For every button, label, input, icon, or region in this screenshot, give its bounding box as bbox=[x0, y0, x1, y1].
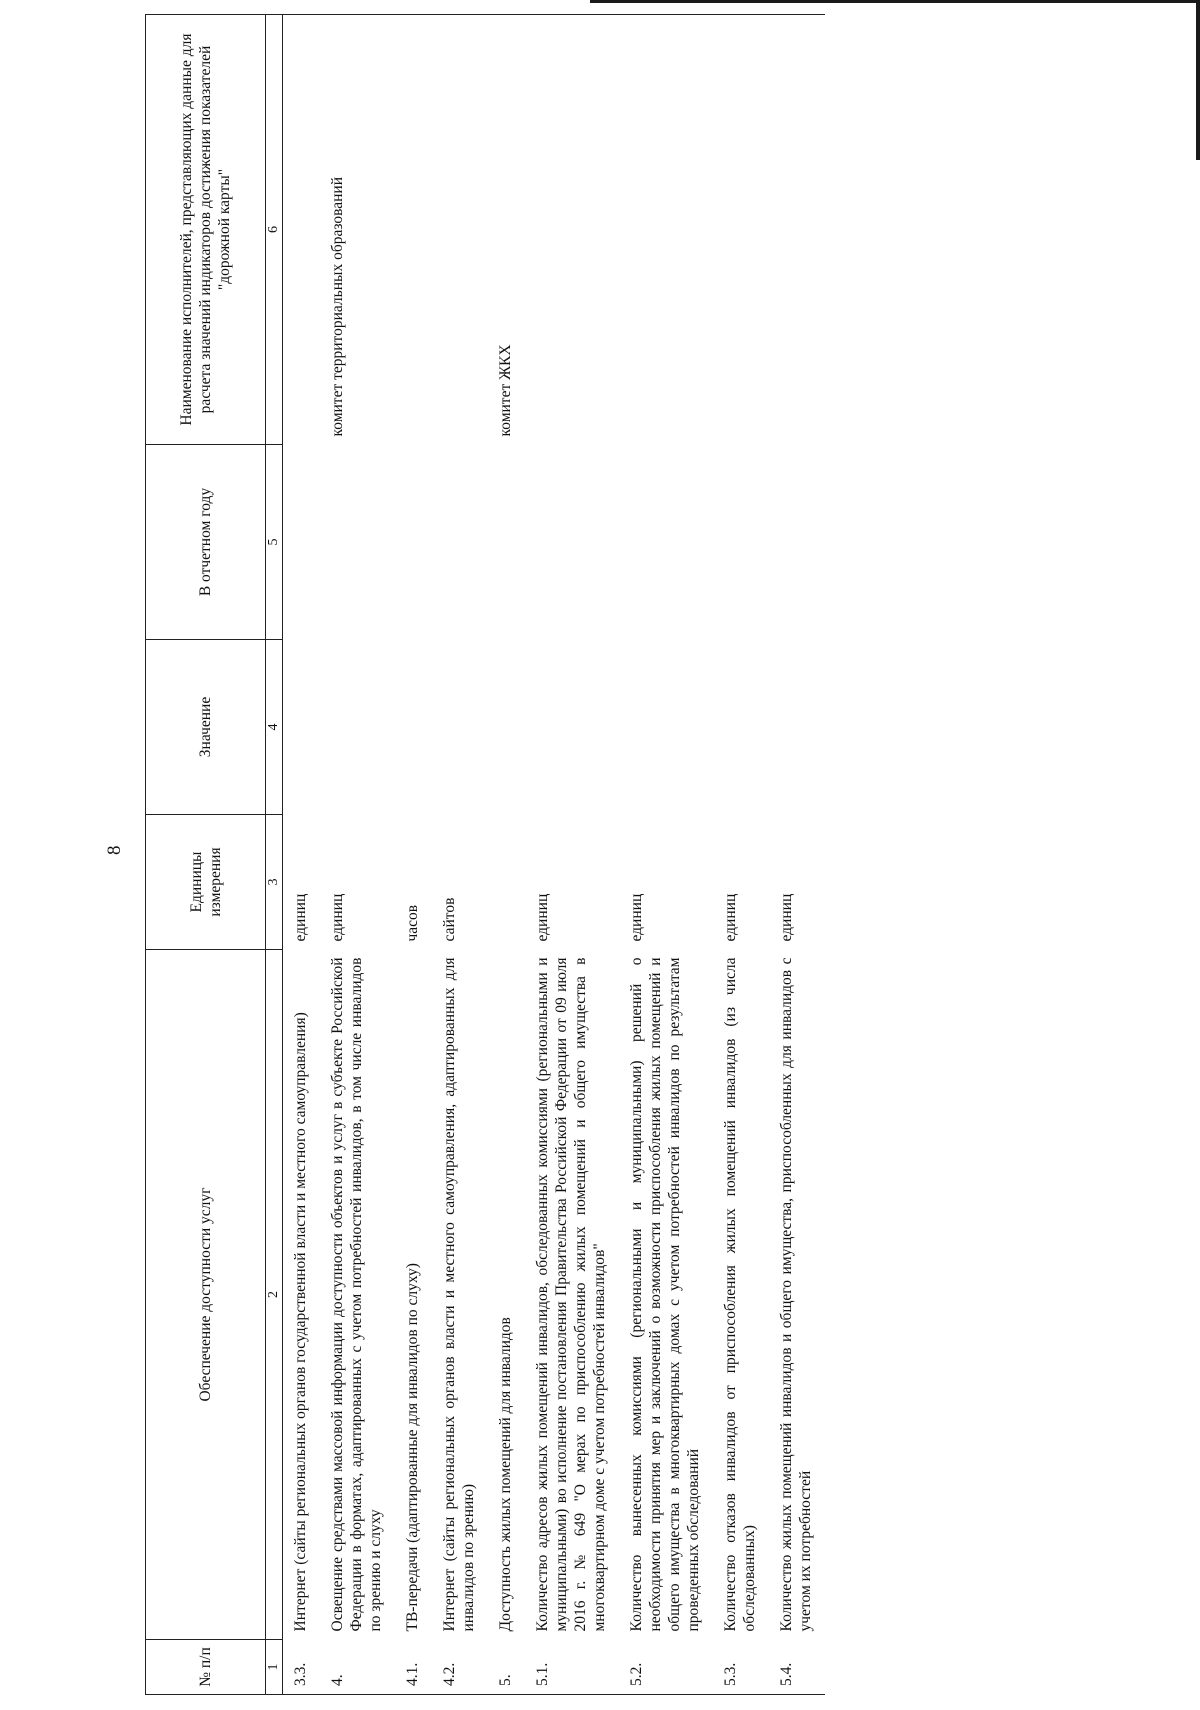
row-executor bbox=[395, 15, 432, 445]
col-number: 4 bbox=[266, 640, 283, 815]
row-unit: единиц bbox=[628, 893, 645, 942]
col-number: 3 bbox=[266, 815, 283, 950]
row-text: Количество вынесенных комиссиями (региональными и муниципальными) решений о необходимости принятия мер и заключений о возможности приспособления жилых помещений и общего имущества в многоквартирных домах с учетом потребностей инвалидов по результатам проведенных обследований bbox=[628, 957, 702, 1632]
header-row bbox=[146, 15, 266, 1695]
row-unit: часов bbox=[404, 904, 421, 942]
row-text: Количество жилых помещений инвалидов и общего имущества, приспособленных для инвалидов с учетом их потребностей bbox=[778, 957, 814, 1632]
table-row bbox=[395, 15, 432, 1695]
page-number: 8 bbox=[104, 845, 125, 855]
row-executor: комитет территориальных образований bbox=[320, 15, 395, 445]
row-year bbox=[619, 445, 713, 640]
col-number: 2 bbox=[266, 950, 283, 1640]
row-executor bbox=[432, 15, 488, 445]
row-value bbox=[320, 640, 395, 815]
table-row bbox=[769, 15, 825, 1695]
row-num: 4.2. bbox=[432, 1640, 488, 1695]
column-number-row bbox=[266, 15, 283, 1695]
header-executors: Наименование исполнителей, представляющих данные для расчета значений индикаторов достижения показателей "дорожной карты" bbox=[146, 15, 266, 445]
row-unit bbox=[488, 815, 525, 950]
table-row bbox=[525, 15, 619, 1695]
table-row bbox=[713, 15, 769, 1695]
row-text: ТВ-передачи (адаптированные для инвалидов по слуху) bbox=[404, 1263, 421, 1632]
row-value bbox=[619, 640, 713, 815]
row-text: Доступность жилых помещений для инвалидов bbox=[497, 1317, 514, 1632]
row-text: Интернет (сайты региональных органов государственной власти и местного самоуправления) bbox=[292, 1012, 309, 1632]
row-year bbox=[769, 445, 825, 640]
row-num: 4.1. bbox=[395, 1640, 432, 1695]
row-value bbox=[432, 640, 488, 815]
col-number: 1 bbox=[266, 1640, 283, 1695]
table-row bbox=[283, 15, 321, 1695]
row-executor bbox=[525, 15, 619, 445]
row-unit: единиц bbox=[778, 893, 795, 942]
rotated-page bbox=[145, 15, 1145, 1695]
row-unit: единиц bbox=[534, 893, 551, 942]
row-year bbox=[283, 445, 321, 640]
table-row bbox=[432, 15, 488, 1695]
row-year bbox=[713, 445, 769, 640]
header-num: № п/п bbox=[146, 1640, 266, 1695]
row-text: Количество отказов инвалидов от приспособления жилых помещений инвалидов (из числа обследованных) bbox=[722, 957, 758, 1632]
row-text: Освещение средствами массовой информации доступности объектов и услуг в субъекте Российской Федерации в форматах, адаптированных с учетом потребностей инвалидов, в том числе инвалидов по зрению и слуху bbox=[329, 957, 384, 1632]
row-value bbox=[395, 640, 432, 815]
scan-edge-right bbox=[1196, 0, 1200, 160]
row-num: 5.3. bbox=[713, 1640, 769, 1695]
row-year bbox=[320, 445, 395, 640]
row-unit: единиц bbox=[329, 893, 346, 942]
row-value bbox=[488, 640, 525, 815]
header-value: Значение bbox=[146, 640, 266, 815]
row-year bbox=[525, 445, 619, 640]
row-unit: сайтов bbox=[441, 897, 458, 942]
row-value bbox=[713, 640, 769, 815]
header-unit: Единицы измерения bbox=[146, 815, 266, 950]
accessibility-table bbox=[145, 14, 825, 1695]
row-executor bbox=[619, 15, 713, 445]
table-row bbox=[619, 15, 713, 1695]
col-number: 6 bbox=[266, 15, 283, 445]
row-year bbox=[432, 445, 488, 640]
table-row bbox=[488, 15, 525, 1695]
row-text: Интернет (сайты региональных органов власти и местного самоуправления, адаптированных для инвалидов по зрению) bbox=[441, 957, 477, 1632]
row-year bbox=[488, 445, 525, 640]
row-unit: единиц bbox=[722, 893, 739, 942]
row-executor bbox=[769, 15, 825, 445]
row-year bbox=[395, 445, 432, 640]
row-executor: комитет ЖКХ bbox=[488, 15, 525, 445]
header-service: Обеспечение доступности услуг bbox=[146, 950, 266, 1640]
header-year: В отчетном году bbox=[146, 445, 266, 640]
row-text: Количество адресов жилых помещений инвалидов, обследованных комиссиями (региональными и муниципальными) во исполнение постановления Правительства Российской Федерации от 09 июля 2016 г. № 649 "О мерах по приспособлению жилых помещений и общего имущества в многоквартирном доме с учетом потребностей инвалидов" bbox=[534, 957, 608, 1632]
row-num: 5. bbox=[488, 1640, 525, 1695]
row-num: 5.4. bbox=[769, 1640, 825, 1695]
scan-edge-top bbox=[590, 0, 1200, 3]
row-unit: единиц bbox=[292, 893, 309, 942]
row-executor bbox=[713, 15, 769, 445]
row-value bbox=[525, 640, 619, 815]
row-executor bbox=[283, 15, 321, 445]
row-value bbox=[769, 640, 825, 815]
row-num: 4. bbox=[320, 1640, 395, 1695]
col-number: 5 bbox=[266, 445, 283, 640]
table-row bbox=[320, 15, 395, 1695]
row-num: 3.3. bbox=[283, 1640, 321, 1695]
row-num: 5.2. bbox=[619, 1640, 713, 1695]
row-num: 5.1. bbox=[525, 1640, 619, 1695]
row-value bbox=[283, 640, 321, 815]
